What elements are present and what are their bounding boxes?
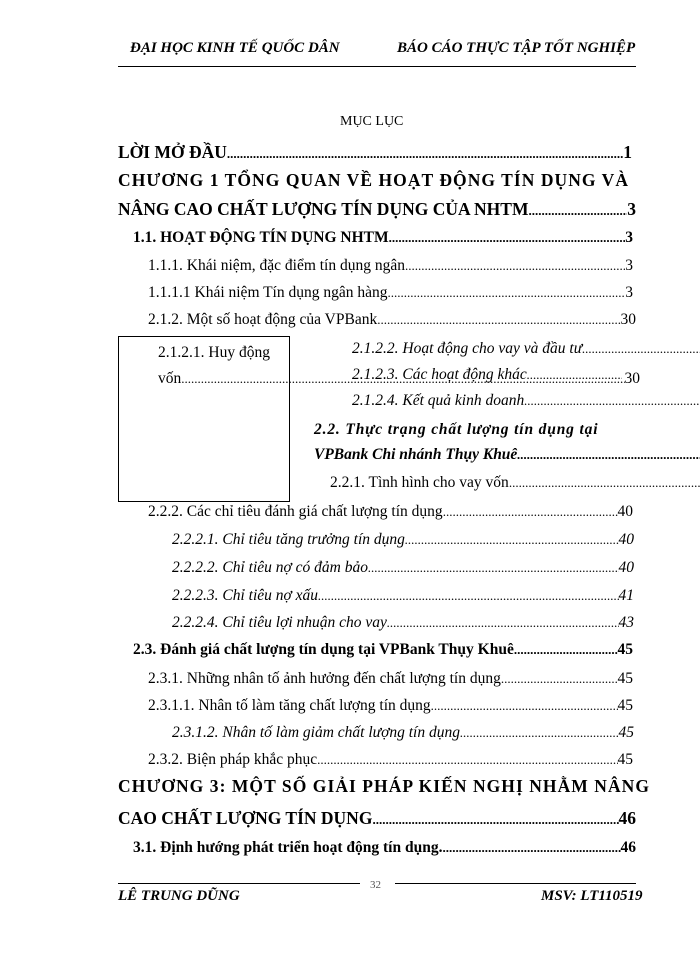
toc-entry-text: VPBank Chi nhánh Thụy Khuê <box>314 446 518 463</box>
toc-entry-text: 2.3. Đánh giá chất lượng tín dụng tại VPBank Thụy Khuê <box>133 641 514 658</box>
toc-entry-text: 1.1.1.1 Khái niệm Tín dụng ngân hàng <box>148 284 388 301</box>
toc-entry-page: 3 <box>625 257 633 274</box>
leader-dots <box>377 312 620 328</box>
toc-entry-text: 2.3.1.2. Nhân tố làm giảm chất lượng tín dụng <box>172 724 460 741</box>
toc-entry-2-2-2-3[interactable] <box>172 587 634 605</box>
leader-dots <box>368 560 619 576</box>
toc-entry-2-2-2[interactable] <box>148 503 633 521</box>
toc-entry-page: 45 <box>617 641 633 658</box>
toc-entry-page: 3 <box>627 199 636 219</box>
toc-entry-text: 2.1.2.2. Hoạt động cho vay và đầu tư <box>352 340 583 357</box>
toc-entry-2-1-2-3[interactable] <box>352 366 622 384</box>
toc-entry-page: 45 <box>617 670 633 687</box>
leader-dots <box>514 642 618 658</box>
leader-dots <box>388 285 626 301</box>
toc-entry-page: 40 <box>618 559 634 576</box>
toc-entry-text: 2.2.2.2. Chỉ tiêu nợ có đảm bảo <box>172 559 368 576</box>
leader-dots <box>227 146 623 162</box>
toc-entry-2-1-2-4[interactable] <box>352 392 700 410</box>
leader-dots <box>387 615 619 631</box>
toc-entry-page: 3 <box>625 229 633 246</box>
footer-rule-right <box>395 883 636 884</box>
toc-entry-1-1[interactable] <box>133 229 633 247</box>
toc-entry-text: 2.2.2. Các chỉ tiêu đánh giá chất lượng tín dụng <box>148 503 443 520</box>
toc-entry-2-2-line1[interactable]: 2.2. Thực trạng chất lượng tín dụng tại <box>314 421 599 438</box>
leader-dots <box>582 341 700 357</box>
toc-entry-page: 45 <box>617 697 633 714</box>
toc-entry-2-1-2[interactable] <box>148 311 636 329</box>
toc-entry-2-2-2-1[interactable] <box>172 531 634 549</box>
toc-entry-2-2-2-4[interactable] <box>172 614 634 632</box>
toc-entry-1-1-1-1[interactable] <box>148 284 633 302</box>
toc-entry-page: 30 <box>624 370 640 387</box>
footer-page-number: 32 <box>370 879 381 891</box>
toc-entry-page: 40 <box>617 503 633 520</box>
leader-dots <box>317 752 617 768</box>
toc-entry-page: 45 <box>618 724 634 741</box>
toc-entry-text: 3.1. Định hướng phát triển hoạt động tín dụng. <box>133 839 443 856</box>
toc-entry-2-1-2-2[interactable] <box>352 340 700 358</box>
footer-student-id: MSV: LT110519 <box>541 888 643 904</box>
toc-entry-page: 43 <box>618 614 634 631</box>
toc-entry-2-3[interactable] <box>133 641 633 659</box>
leader-dots <box>528 203 627 219</box>
header-left: ĐẠI HỌC KINH TẾ QUỐC DÂN <box>130 40 340 56</box>
toc-entry-2-2-1[interactable] <box>330 474 700 492</box>
toc-entry-page: 3 <box>625 284 633 301</box>
toc-entry-2-3-1-1[interactable] <box>148 697 633 715</box>
toc-entry-text: 2.3.1. Những nhân tố ảnh hưởng đến chất lượng tín dụng <box>148 670 501 687</box>
leader-dots <box>527 367 622 383</box>
toc-entry-2-1-2-1-line1[interactable]: 2.1.2.1. Huy động <box>158 344 270 361</box>
toc-entry-chuong-3-line2[interactable] <box>118 808 636 829</box>
leader-dots <box>318 588 618 604</box>
toc-entry-text: 2.1.2.4. Kết quả kinh doanh <box>352 392 525 409</box>
leader-dots <box>509 475 700 491</box>
toc-entry-2-3-1[interactable] <box>148 670 633 688</box>
toc-title: MỤC LỤC <box>340 114 404 129</box>
leader-dots <box>460 725 619 741</box>
toc-entry-chuong-3-line1[interactable]: CHƯƠNG 3: MỘT SỐ GIẢI PHÁP KIẾN NGHỊ NHẰM NÂNG <box>118 776 650 796</box>
toc-entry-page: 40 <box>618 531 634 548</box>
leader-dots <box>517 447 700 463</box>
footer-author: LÊ TRUNG DŨNG <box>118 888 240 904</box>
toc-entry-page: 46 <box>618 808 636 828</box>
leader-dots <box>443 504 618 520</box>
toc-entry-text: vốn <box>158 370 182 387</box>
toc-entry-2-2-line2[interactable] <box>314 446 700 464</box>
footer-rule-left <box>118 883 360 884</box>
toc-entry-loi-mo-dau[interactable] <box>118 142 632 163</box>
toc-entry-text: 2.3.2. Biện pháp khắc phục <box>148 751 318 768</box>
toc-entry-2-3-1-2[interactable] <box>172 724 634 742</box>
toc-entry-3-1[interactable] <box>133 839 636 857</box>
leader-dots <box>442 840 620 856</box>
toc-entry-text: 2.2.2.4. Chỉ tiêu lợi nhuận cho vay <box>172 614 387 631</box>
toc-entry-page: 46 <box>620 839 636 856</box>
toc-entry-text: CAO CHẤT LƯỢNG TÍN DỤNG <box>118 808 373 828</box>
toc-entry-page: 30 <box>620 311 636 328</box>
leader-dots <box>524 393 700 409</box>
toc-entry-text: 2.2.2.3. Chỉ tiêu nợ xấu <box>172 587 319 604</box>
toc-entry-chuong-1-line2[interactable] <box>118 199 636 220</box>
toc-entry-text: 1.1.1. Khái niệm, đặc điểm tín dụng ngân <box>148 257 405 274</box>
header-right: BÁO CÁO THỰC TẬP TỐT NGHIỆP <box>397 40 636 56</box>
leader-dots <box>405 258 625 274</box>
header-rule <box>118 66 636 67</box>
toc-entry-chuong-1-line1[interactable]: CHƯƠNG 1 TỔNG QUAN VỀ HOẠT ĐỘNG TÍN DỤNG VÀ <box>118 170 630 190</box>
toc-entry-1-1-1[interactable] <box>148 257 633 275</box>
toc-entry-text: LỜI MỞ ĐẦU <box>118 142 227 162</box>
leader-dots <box>501 671 618 687</box>
toc-entry-text: 2.2.2.1. Chỉ tiêu tăng trưởng tín dụng <box>172 531 405 548</box>
toc-entry-text: 2.1.2. Một số hoạt động của VPBank <box>148 311 378 328</box>
leader-dots <box>431 698 618 714</box>
toc-entry-page: 1 <box>623 142 632 162</box>
toc-entry-text: 2.2.1. Tình hình cho vay vốn <box>330 474 509 491</box>
leader-dots <box>405 532 619 548</box>
toc-entry-2-2-2-2[interactable] <box>172 559 634 577</box>
toc-entry-text: NÂNG CAO CHẤT LƯỢNG TÍN DỤNG CỦA NHTM <box>118 199 529 219</box>
toc-entry-page: 41 <box>618 587 634 604</box>
leader-dots <box>372 812 618 828</box>
toc-entry-2-3-2[interactable] <box>148 751 633 769</box>
toc-entry-text: 2.1.2.3. Các hoạt động khác <box>352 366 527 383</box>
leader-dots <box>389 230 626 246</box>
toc-entry-page: 45 <box>617 751 633 768</box>
toc-entry-text: 2.3.1.1. Nhân tố làm tăng chất lượng tín dụng <box>148 697 431 714</box>
toc-entry-text: 1.1. HOẠT ĐỘNG TÍN DỤNG NHTM <box>133 229 389 246</box>
